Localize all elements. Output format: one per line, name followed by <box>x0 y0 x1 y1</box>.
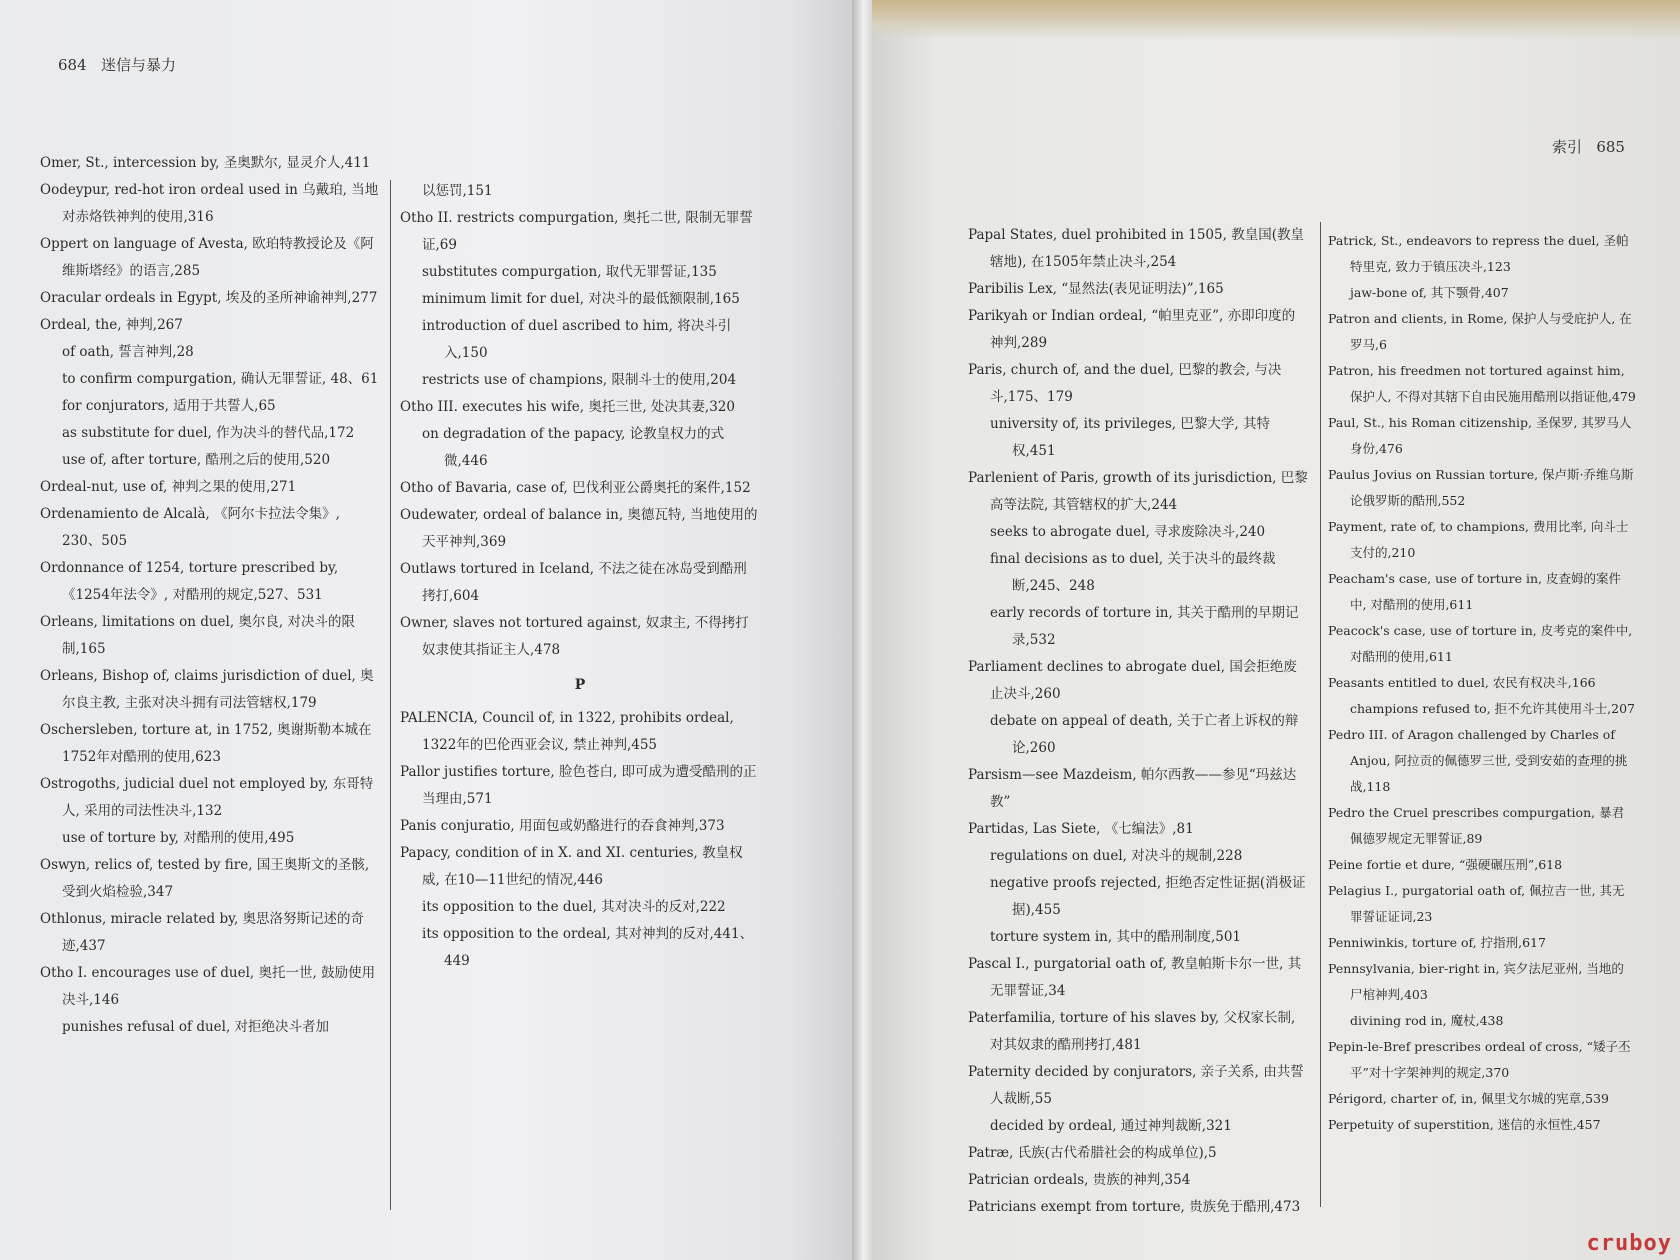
index-entry: Panis conjuratio, 用面包或奶酪进行的吞食神判,373 <box>400 818 725 834</box>
index-entry: Orleans, limitations on duel, 奥尔良, 对决斗的限制,165 <box>40 614 356 657</box>
index-subentry: seeks to abrogate duel, 寻求废除决斗,240 <box>990 524 1266 540</box>
index-subentry: introduction of duel ascribed to him, 将决斗引入,150 <box>422 318 732 361</box>
index-entry: Owner, slaves not tortured against, 奴隶主, 不得拷打奴隶使其指证主人,478 <box>400 615 749 658</box>
index-subentry: substitutes compurgation, 取代无罪誓证,135 <box>422 264 717 280</box>
index-subentry: torture system in, 其中的酷刑制度,501 <box>990 929 1242 945</box>
index-entry: Paulus Jovius on Russian torture, 保卢斯·乔维乌斯论俄罗斯的酷刑,552 <box>1328 467 1634 508</box>
index-entry: Perpetuity of superstition, 迷信的永恒性,457 <box>1328 1117 1601 1132</box>
index-entry: Otho I. encourages use of duel, 奥托一世, 鼓励使用决斗,146 <box>40 965 376 1008</box>
index-subentry: final decisions as to duel, 关于决斗的最终裁断,245、248 <box>990 551 1276 594</box>
right-index-column-2 <box>1328 228 1636 1138</box>
index-entry: Ordonnance of 1254, torture prescribed by, 《1254年法令》, 对酷刑的规定,527、531 <box>40 560 339 603</box>
index-entry: Penniwinkis, torture of, 拧指刑,617 <box>1328 935 1546 950</box>
index-entry: Patrick, St., endeavors to repress the duel, 圣帕特里克, 致力于镇压决斗,123 <box>1328 233 1629 274</box>
index-subentry: of oath, 誓言神判,28 <box>62 344 194 360</box>
index-entry: Patræ, 氏族(古代希腊社会的构成单位),5 <box>968 1145 1217 1161</box>
index-subentry: debate on appeal of death, 关于亡者上诉权的辩论,260 <box>990 713 1299 756</box>
index-entry: Périgord, charter of, in, 佩里戈尔城的宪章,539 <box>1328 1091 1610 1106</box>
index-entry: Payment, rate of, to champions, 费用比率, 向斗士支付的,210 <box>1328 519 1629 560</box>
index-entry: Paternity decided by conjurators, 亲子关系, 由共誓人裁断,55 <box>968 1064 1304 1107</box>
index-entry: Parliament declines to abrogate duel, 国会拒绝废止决斗,260 <box>968 659 1297 702</box>
index-entry: Pallor justifies torture, 脸色苍白, 即可成为遭受酷刑的正当理由,571 <box>400 764 757 807</box>
left-page-number: 684 <box>58 56 87 74</box>
index-entry: Patricians exempt from torture, 贵族免于酷刑,473 <box>968 1199 1301 1215</box>
index-entry: Ordeal, the, 神判,267 <box>40 317 183 333</box>
index-entry: Parikyah or Indian ordeal, “帕里克亚”, 亦即印度的神判,289 <box>968 308 1296 351</box>
left-index-column-2 <box>400 178 760 975</box>
index-entry: Oracular ordeals in Egypt, 埃及的圣所神谕神判,277 <box>40 290 378 306</box>
index-entry: PALENCIA, Council of, in 1322, prohibits ordeal, 1322年的巴伦西亚会议, 禁止神判,455 <box>400 710 734 753</box>
index-entry: Pedro III. of Aragon challenged by Charles of Anjou, 阿拉贡的佩德罗三世, 受到安茹的查理的挑战,118 <box>1328 727 1628 794</box>
index-subentry: negative proofs rejected, 拒绝否定性证据(消极证据),455 <box>990 875 1306 918</box>
index-subentry: use of torture by, 对酷刑的使用,495 <box>62 830 295 846</box>
index-entry: Pepin-le-Bref prescribes ordeal of cross, “矮子丕平”对十字架神判的规定,370 <box>1328 1039 1631 1080</box>
index-entry: Papacy, condition of in X. and XI. centuries, 教皇权威, 在10—11世纪的情况,446 <box>400 845 743 888</box>
index-entry: Patron and clients, in Rome, 保护人与受庇护人, 在罗马,6 <box>1328 311 1632 352</box>
index-entry: Otho II. restricts compurgation, 奥托二世, 限制无罪誓证,69 <box>400 210 753 253</box>
index-entry: Pelagius I., purgatorial oath of, 佩拉吉一世, 其无罪誓证证词,23 <box>1328 883 1625 924</box>
index-entry: Paribilis Lex, “显然法(表见证明法)”,165 <box>968 281 1224 297</box>
index-subentry: decided by ordeal, 通过神判裁断,321 <box>990 1118 1232 1134</box>
index-entry: Parlenient of Paris, growth of its jurisdiction, 巴黎高等法院, 其管辖权的扩大,244 <box>968 470 1308 513</box>
index-entry: Oppert on language of Avesta, 欧珀特教授论及《阿维斯塔经》的语言,285 <box>40 236 374 279</box>
index-entry: Papal States, duel prohibited in 1505, 教皇国(教皇辖地), 在1505年禁止决斗,254 <box>968 227 1304 270</box>
index-entry: Pedro the Cruel prescribes compurgation, 暴君佩德罗规定无罪誓证,89 <box>1328 805 1625 846</box>
index-entry: Outlaws tortured in Iceland, 不法之徒在冰岛受到酷刑拷打,604 <box>400 561 747 604</box>
index-entry: Oodeypur, red-hot iron ordeal used in 乌戴珀, 当地对赤烙铁神判的使用,316 <box>40 182 379 225</box>
right-page <box>872 0 1680 1260</box>
index-entry: Pennsylvania, bier-right in, 宾夕法尼亚州, 当地的尸棺神判,403 <box>1328 961 1624 1002</box>
index-subentry: use of, after torture, 酷刑之后的使用,520 <box>62 452 331 468</box>
column-rule <box>1320 222 1321 1207</box>
index-entry: Oswyn, relics of, tested by fire, 国王奥斯文的圣骸, 受到火焰检验,347 <box>40 857 370 900</box>
index-entry: Peasants entitled to duel, 农民有权决斗,166 <box>1328 675 1596 690</box>
index-subentry: early records of torture in, 其关于酷刑的早期记录,532 <box>990 605 1299 648</box>
left-index-column-1 <box>40 150 380 1041</box>
index-subentry: university of, its privileges, 巴黎大学, 其特权,451 <box>990 416 1270 459</box>
index-entry: Peacham's case, use of torture in, 皮查姆的案件中, 对酷刑的使用,611 <box>1328 571 1621 612</box>
index-entry: Orleans, Bishop of, claims jurisdiction of duel, 奥尔良主教, 主张对决斗拥有司法管辖权,179 <box>40 668 374 711</box>
right-page-header <box>1552 136 1625 157</box>
index-entry: Ostrogoths, judicial duel not employed by, 东哥特人, 采用的司法性决斗,132 <box>40 776 374 819</box>
index-entry: Pascal I., purgatorial oath of, 教皇帕斯卡尔一世, 其无罪誓证,34 <box>968 956 1302 999</box>
index-entry: Ordeal-nut, use of, 神判之果的使用,271 <box>40 479 297 495</box>
index-subentry: to confirm compurgation, 确认无罪誓证, 48、61 <box>62 371 379 387</box>
left-page-title: 迷信与暴力 <box>100 56 176 74</box>
index-entry: Partidas, Las Siete, 《七编法》,81 <box>968 821 1194 837</box>
index-subentry: champions refused to, 拒不允许其使用斗士,207 <box>1350 701 1635 716</box>
column-rule <box>390 180 391 1210</box>
right-index-column-1 <box>968 222 1308 1221</box>
index-entry: Paris, church of, and the duel, 巴黎的教会, 与决斗,175、179 <box>968 362 1282 405</box>
index-entry: Omer, St., intercession by, 圣奥默尔, 显灵介人,411 <box>40 155 371 171</box>
index-entry: Parsism—see Mazdeism, 帕尔西教——参见“玛兹达教” <box>968 767 1297 810</box>
index-entry: Ordenamiento de Alcalà, 《阿尔卡拉法令集》, 230、505 <box>40 506 340 549</box>
index-entry: 以惩罚,151 <box>422 183 493 199</box>
index-subentry: punishes refusal of duel, 对拒绝决斗者加 <box>62 1019 330 1035</box>
index-subentry: restricts use of champions, 限制斗士的使用,204 <box>422 372 737 388</box>
index-entry: Patrician ordeals, 贵族的神判,354 <box>968 1172 1191 1188</box>
index-entry: Peacock's case, use of torture in, 皮考克的案件中, 对酷刑的使用,611 <box>1328 623 1633 664</box>
index-entry: Paterfamilia, torture of his slaves by, 父权家长制, 对其奴隶的酷刑拷打,481 <box>968 1010 1296 1053</box>
index-entry: Otho of Bavaria, case of, 巴伐利亚公爵奥托的案件,152 <box>400 480 751 496</box>
index-entry: Peine fortie et dure, “强硬碾压刑”,618 <box>1328 857 1563 872</box>
index-entry: Oudewater, ordeal of balance in, 奥德瓦特, 当地使用的天平神判,369 <box>400 507 758 550</box>
index-entry: Patron, his freedmen not tortured against him, 保护人, 不得对其辖下自由民施用酷刑以指证他,479 <box>1328 363 1636 404</box>
index-subentry: on degradation of the papacy, 论教皇权力的式微,446 <box>422 426 725 469</box>
index-subentry: as substitute for duel, 作为决斗的替代品,172 <box>62 425 355 441</box>
index-subentry: divining rod in, 魔杖,438 <box>1350 1013 1504 1028</box>
index-subentry: regulations on duel, 对决斗的规制,228 <box>990 848 1243 864</box>
index-subentry: jaw-bone of, 其下颚骨,407 <box>1350 285 1509 300</box>
right-page-title: 索引 <box>1552 138 1583 156</box>
index-subentry: its opposition to the duel, 其对决斗的反对,222 <box>422 899 726 915</box>
right-page-number: 685 <box>1596 138 1625 156</box>
index-entry: Paul, St., his Roman citizenship, 圣保罗, 其罗马人身份,476 <box>1328 415 1632 456</box>
index-subentry: for conjurators, 适用于共誓人,65 <box>62 398 276 414</box>
watermark-text: cruboy <box>1586 1231 1672 1256</box>
index-entry: Othlonus, miracle related by, 奥思洛努斯记述的奇迹,437 <box>40 911 365 954</box>
section-letter: P <box>574 677 586 693</box>
index-entry: Oschersleben, torture at, in 1752, 奥谢斯勒本城在1752年对酷刑的使用,623 <box>40 722 372 765</box>
index-subentry: its opposition to the ordeal, 其对神判的反对,441、449 <box>422 926 754 969</box>
left-page-header <box>58 54 176 75</box>
index-entry: Otho III. executes his wife, 奥托三世, 处决其妻,320 <box>400 399 735 415</box>
book-top-edge <box>872 0 1680 40</box>
index-subentry: minimum limit for duel, 对决斗的最低额限制,165 <box>422 291 740 307</box>
